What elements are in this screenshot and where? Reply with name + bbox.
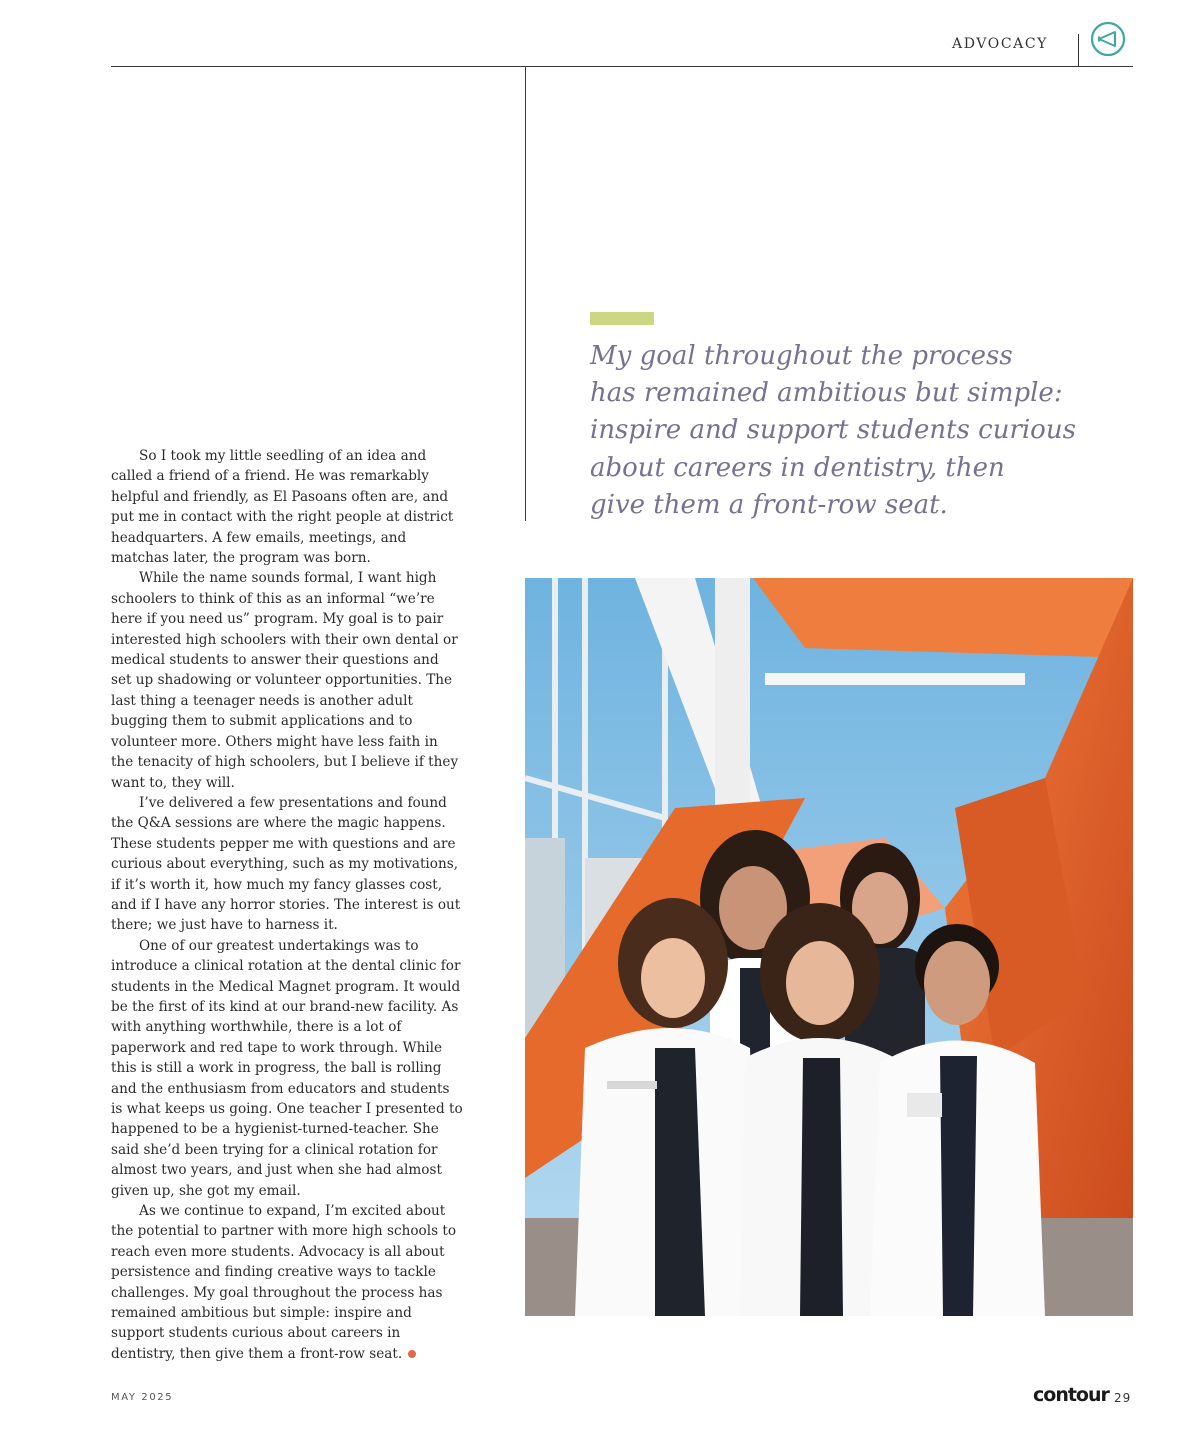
megaphone-icon [1090, 21, 1126, 57]
article-body [111, 446, 463, 1364]
article-paragraph-text: As we continue to expand, I’m excited about the potential to partner with more high schools to reach even more students. Advocacy is all about persistence and finding creative ways to tackle challenges. My goal throughout the process has remained ambitious but simple: inspire and support students curious about careers in dentistry, then give them a front-row seat. [111, 1203, 457, 1362]
section-label: ADVOCACY [951, 36, 1048, 52]
pull-quote-line: has remained ambitious but simple: [590, 378, 1063, 409]
pull-quote-line: give them a front-row seat. [590, 489, 948, 520]
article-paragraph: So I took my little seedling of an idea and called a friend of a friend. He was remarkably helpful and friendly, as El Pasoans often are, and put me in contact with the right people at district headquarters. A few emails, meetings, and matchas later, the program was born. [111, 448, 454, 567]
group-photo [525, 578, 1133, 1316]
magazine-logo: contour [1033, 1384, 1109, 1406]
column-divider [525, 67, 526, 521]
pull-quote [590, 338, 1076, 524]
article-paragraph: One of our greatest undertakings was to introduce a clinical rotation at the dental clinic for students in the Medical Magnet program. It would be the first of its kind at our brand-new facility. As with anything worthwhile, there is a lot of paperwork and red tape to work through. While this is still a work in progress, the ball is rolling and the enthusiasm from educators and students is what keeps us going. One teacher I presented to happened to be a hygienist-turned-teacher. She said she’d been trying for a clinical rotation for almost two years, and just when she had almost given up, she got my email. [111, 937, 463, 1199]
article-paragraph: I’ve delivered a few presentations and found the Q&A sessions are where the magic happens. These students pepper me with questions and are curious about everything, such as my motivations, if it’s worth it, how much my fancy glasses cost, and if I have any horror stories. The interest is out there; we just have to harness it. [111, 794, 461, 934]
pull-quote-line: about careers in dentistry, then [590, 452, 1005, 483]
pull-quote-line: inspire and support students curious [590, 415, 1076, 446]
article-paragraph: While the name sounds formal, I want high schoolers to think of this as an informal “we’re here if you need us” program. My goal is to pair interested high schoolers with their own dental or medical students to answer their questions and set up shadowing or volunteer opportunities. The last thing a teenager needs is another adult bugging them to submit applications and to volunteer more. Others might have less faith in the tenacity of high schoolers, but I believe if they want to, they will. [111, 570, 459, 791]
pull-quote-line: My goal throughout the process [590, 341, 1013, 371]
end-mark-icon [408, 1350, 416, 1358]
header-rule [111, 66, 1133, 67]
issue-date: MAY 2025 [111, 1392, 174, 1403]
header-divider [1078, 34, 1079, 66]
article-paragraph-last [111, 1201, 463, 1364]
pull-quote-accent-bar [590, 312, 654, 325]
page-number: 29 [1114, 1391, 1132, 1405]
